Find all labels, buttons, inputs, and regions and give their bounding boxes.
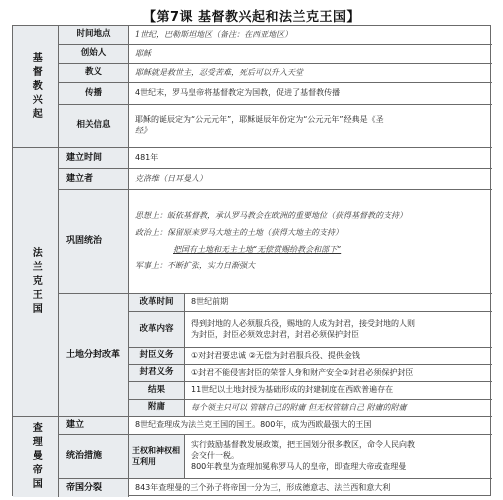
measures-line-1: 实行鼓励基督教发展政策，把王国划分很多教区，命令人民向教	[191, 440, 415, 450]
row-value-related	[129, 105, 492, 148]
row-value-split: 843年查理曼的三个孙子将帝国一分为三，形成德意志、法兰西和意大利	[135, 482, 391, 492]
reform-value-result: 11世纪以土地封授为基础形成的封建制度在西欧普遍存在	[185, 382, 492, 400]
row-value-founder: 耶稣	[129, 45, 492, 64]
rule-politics-1: 政治上：保留原来罗马大地主的土地（获得大地主的支持）	[135, 227, 343, 237]
rule-politics-2: 把国有土地和无主土地“无偿赏赐给教会和部下”	[173, 244, 342, 254]
row-label-related: 相关信息	[59, 105, 129, 148]
row-label-land-reform: 土地分封改革	[59, 294, 129, 417]
row-label-founder: 创始人	[59, 45, 129, 64]
row-value-doctrine: 耶稣就是救世主，忍受苦难，死后可以升入天堂	[129, 64, 492, 83]
rule-military: 军事上：不断扩张，实力日渐强大	[135, 261, 255, 271]
row-label-consolidate: 巩固统治	[59, 190, 129, 294]
reform-label-result: 结果	[129, 382, 185, 400]
reform-value-content	[185, 312, 492, 348]
row-label-establish: 建立	[59, 417, 129, 435]
reform-content-line-1: 得到封地的人必须服兵役，赐地的人成为封君，接受封地的人则	[191, 318, 415, 328]
row-label-split: 帝国分裂	[59, 479, 129, 497]
section-label-frank: 法兰克王国	[13, 148, 59, 417]
summary-table	[12, 25, 491, 496]
measures-line-3: 800年教皇为查理加冕称罗马人的皇帝，即查理大帝或查理曼	[191, 461, 407, 471]
row-label-founder-frank: 建立者	[59, 169, 129, 190]
measures-sublabel: 王权和神权相互利用	[129, 435, 185, 479]
section-label-christianity: 基督教兴起	[13, 26, 59, 148]
row-value-founding-time: 481年	[129, 148, 492, 169]
section-label-charlemagne: 查理曼帝国	[13, 417, 59, 497]
row-label-spread: 传播	[59, 83, 129, 105]
rule-thought: 思想上：皈依基督教，承认罗马教会在欧洲的重要地位（获得基督教的支持）	[135, 210, 407, 220]
row-value-consolidate	[129, 190, 492, 294]
row-value-spread: 4世纪末，罗马皇帝将基督教定为国教，促进了基督教传播	[129, 83, 492, 105]
related-line-2: 经》	[135, 126, 151, 135]
row-label-founding-time: 建立时间	[59, 148, 129, 169]
row-value-founder-frank: 克洛维（日耳曼人）	[129, 169, 492, 190]
row-value-establish: 8世纪查理成为法兰克王国的国王。800年，成为西欧最强大的王国	[129, 417, 492, 435]
reform-value-vassalage: 每个领主只可以 管辖自己的附庸 但无权管辖自己 附庸的附庸	[185, 400, 492, 417]
related-line-1: 耶稣的诞辰定为“公元元年”，耶稣诞辰年份定为“公元元年”经典是《圣	[135, 115, 384, 125]
page-title: 【第7课 基督教兴起和法兰克王国】	[142, 10, 361, 25]
reform-label-content: 改革内容	[129, 312, 185, 348]
reform-value-lord-duty: ①封君不能侵害封臣的荣誉人身和财产安全②封君必须保护封臣	[185, 365, 492, 382]
reform-value-time: 8世纪前期	[185, 294, 492, 312]
reform-value-vassal-duty: ①对封君要忠诚 ②无偿为封君服兵役、提供金钱	[185, 348, 492, 365]
reform-content-line-2: 为封臣，封臣必须效忠封君，封君必须保护封臣	[191, 329, 359, 339]
measures-value	[185, 435, 492, 479]
row-label-doctrine: 教义	[59, 64, 129, 83]
row-label-measures: 统治措施	[59, 435, 129, 479]
row-value-time-place: 1世纪，巴勒斯坦地区（备注：在西亚地区）	[129, 26, 492, 45]
reform-label-vassal-duty: 封臣义务	[129, 348, 185, 365]
row-label-time-place: 时间地点	[59, 26, 129, 45]
reform-label-time: 改革时间	[129, 294, 185, 312]
measures-line-2: 会交什一税。	[191, 451, 239, 461]
reform-label-vassalage: 附庸	[129, 400, 185, 417]
reform-label-lord-duty: 封君义务	[129, 365, 185, 382]
